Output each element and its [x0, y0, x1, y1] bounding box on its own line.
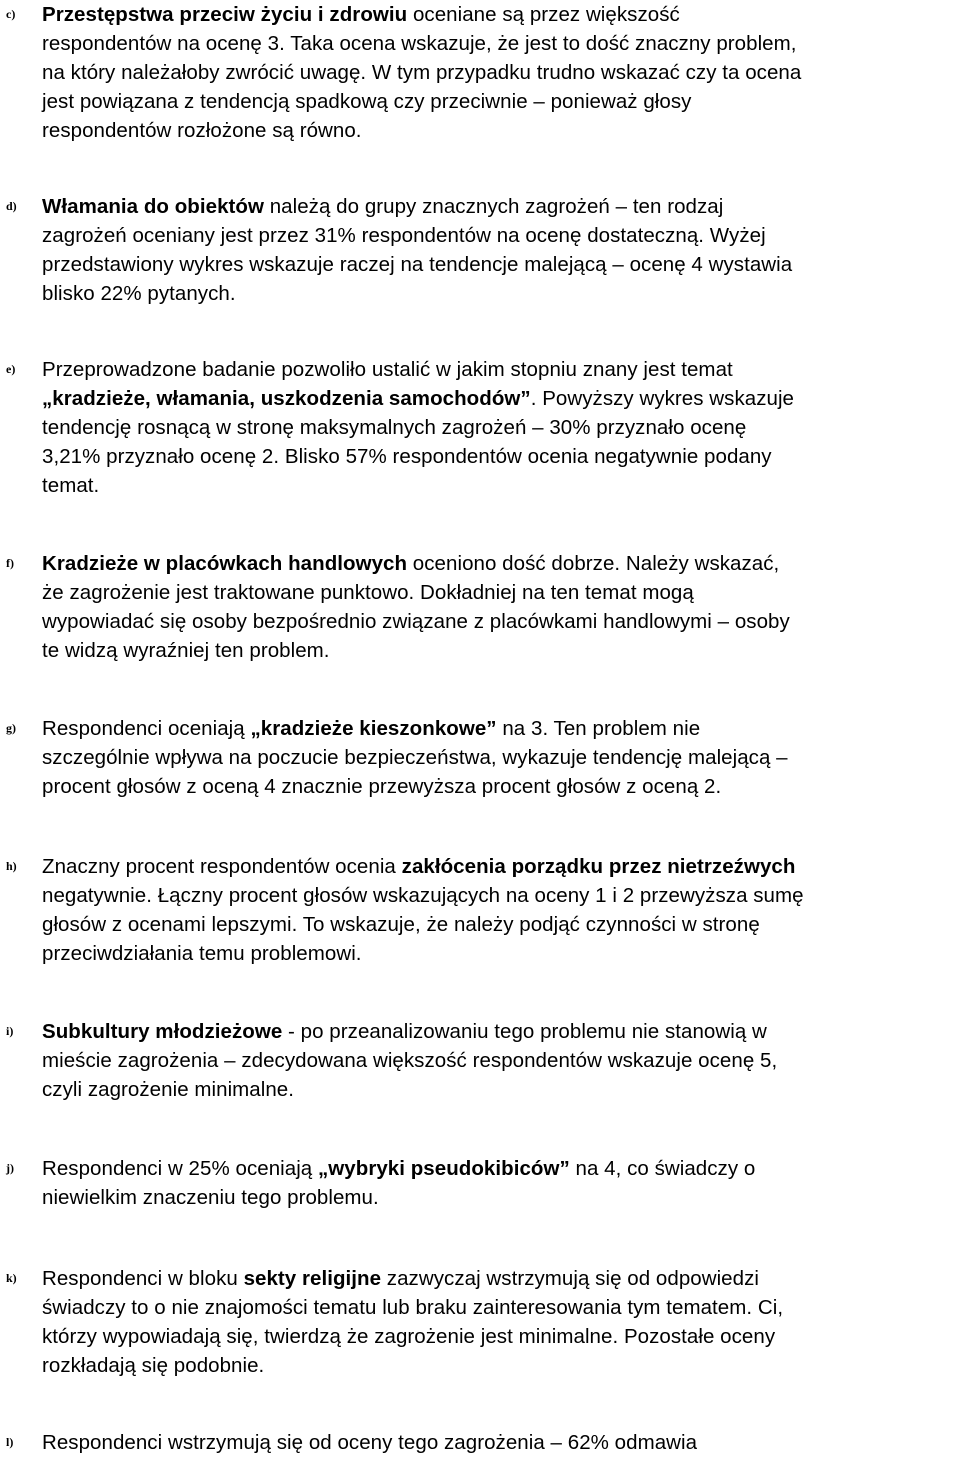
bold-phrase: Włamania do obiektów — [42, 195, 264, 218]
bold-phrase: Subkultury młodzieżowe — [42, 1020, 283, 1043]
text-line — [42, 250, 958, 279]
text-line — [42, 772, 958, 801]
text-run: na który należałoby zwrócić uwagę. W tym przypadku trudno wskazać czy ta ocena — [42, 61, 802, 84]
text-run: należą do grupy znacznych zagrożeń – ten rodzaj — [263, 195, 724, 218]
bold-phrase: „kradzieże kieszonkowe” — [250, 717, 497, 740]
text-line — [42, 384, 958, 413]
text-line — [42, 355, 958, 384]
paragraph-text — [42, 852, 958, 968]
text-run: czyli zagrożenie minimalne. — [42, 1078, 295, 1101]
text-run: mieście zagrożenia – zdecydowana większość respondentów wskazuje ocenę 5, — [42, 1049, 778, 1072]
text-run: niewielkim znaczeniu tego problemu. — [42, 1186, 379, 1209]
text-run: Znaczny procent respondentów ocenia — [42, 855, 402, 878]
list-marker: l) — [6, 1435, 14, 1449]
text-line — [42, 939, 958, 968]
paragraph-text — [42, 1264, 958, 1380]
paragraph-text — [42, 355, 958, 500]
text-line — [42, 87, 958, 116]
list-marker: j) — [6, 1161, 14, 1175]
text-run: Przeprowadzone badanie pozwoliło ustalić w jakim stopniu znany jest temat — [42, 358, 733, 381]
text-line — [42, 0, 958, 29]
text-run: 3,21% przyznało ocenę 2. Blisko 57% respondentów ocenia negatywnie podany — [42, 445, 772, 468]
text-line — [42, 1322, 958, 1351]
text-run: przedstawiony wykres wskazuje raczej na tendencje malejącą – ocenę 4 wystawia — [42, 253, 793, 276]
text-line — [42, 471, 958, 500]
text-run: oceniane są przez większość — [407, 3, 680, 26]
paragraph-text — [42, 0, 958, 145]
text-run: - po przeanalizowaniu tego problemu nie stanowią w — [282, 1020, 767, 1043]
text-line — [42, 607, 958, 636]
text-run: temat. — [42, 474, 100, 497]
text-run: Respondenci wstrzymują się od oceny tego zagrożenia – 62% odmawia — [42, 1431, 698, 1454]
text-run: Respondenci w 25% oceniają — [42, 1157, 318, 1180]
text-line — [42, 743, 958, 772]
text-run: na 4, co świadczy o — [569, 1157, 756, 1180]
text-run: tendencję rosnącą w stronę maksymalnych zagrożeń – 30% przyznało ocenę — [42, 416, 747, 439]
list-marker: c) — [6, 7, 16, 21]
text-run: szczególnie wpływa na poczucie bezpieczeństwa, wykazuje tendencję malejącą – — [42, 746, 788, 769]
text-run: oceniono dość dobrze. Należy wskazać, — [407, 552, 780, 575]
bold-phrase: „kradzieże, włamania, uszkodzenia samochodów” — [42, 387, 531, 410]
text-line — [42, 1075, 958, 1104]
text-line — [42, 1017, 958, 1046]
list-marker: g) — [6, 721, 16, 735]
text-run: procent głosów z oceną 4 znacznie przewyższa procent głosów z oceną 2. — [42, 775, 722, 798]
list-marker: i) — [6, 1024, 14, 1038]
text-run: że zagrożenie jest traktowane punktowo. Dokładniej na ten temat mogą — [42, 581, 694, 604]
text-line — [42, 29, 958, 58]
text-run: respondentów rozłożone są równo. — [42, 119, 362, 142]
paragraph-text — [42, 1017, 958, 1104]
bold-phrase: sekty religijne — [243, 1267, 382, 1290]
text-run: Respondenci oceniają — [42, 717, 251, 740]
text-line — [42, 413, 958, 442]
text-line — [42, 58, 958, 87]
list-marker: e) — [6, 362, 16, 376]
text-run: wypowiadać się osoby bezpośrednio związane z placówkami handlowymi – osoby — [42, 610, 790, 633]
text-run: rozkładają się podobnie. — [42, 1354, 265, 1377]
list-marker: d) — [6, 199, 17, 213]
text-run: respondentów na ocenę 3. Taka ocena wskazuje, że jest to dość znaczny problem, — [42, 32, 797, 55]
text-line — [42, 1428, 958, 1457]
text-line — [42, 910, 958, 939]
paragraph-text — [42, 192, 958, 308]
text-line — [42, 1293, 958, 1322]
text-run: świadczy to o nie znajomości tematu lub braku zainteresowania tym tematem. Ci, — [42, 1296, 784, 1319]
text-line — [42, 1046, 958, 1075]
text-line — [42, 116, 958, 145]
text-line — [42, 852, 958, 881]
text-run: głosów z ocenami lepszymi. To wskazuje, że należy podjąć czynności w stronę — [42, 913, 760, 936]
text-line — [42, 881, 958, 910]
text-line — [42, 578, 958, 607]
text-line — [42, 1183, 958, 1212]
text-run: jest powiązana z tendencją spadkową czy przeciwnie – ponieważ głosy — [42, 90, 692, 113]
text-line — [42, 1351, 958, 1380]
bold-phrase: Kradzieże w placówkach handlowych — [42, 552, 408, 575]
text-run: którzy wypowiadają się, twierdzą że zagrożenie jest minimalne. Pozostałe oceny — [42, 1325, 776, 1348]
text-run: negatywnie. Łączny procent głosów wskazujących na oceny 1 i 2 przewyższa sumę — [42, 884, 804, 907]
text-run: blisko 22% pytanych. — [42, 282, 236, 305]
text-run: te widzą wyraźniej ten problem. — [42, 639, 330, 662]
text-run: przeciwdziałania temu problemowi. — [42, 942, 362, 965]
text-run: Respondenci w bloku — [42, 1267, 244, 1290]
bold-phrase: zakłócenia porządku przez nietrzeźwych — [401, 855, 796, 878]
text-run: na 3. Ten problem nie — [496, 717, 701, 740]
text-run: zagrożeń oceniany jest przez 31% respondentów na ocenę dostateczną. Wyżej — [42, 224, 766, 247]
text-line — [42, 714, 958, 743]
list-marker: h) — [6, 859, 17, 873]
paragraph-text — [42, 1428, 958, 1457]
text-line — [42, 442, 958, 471]
text-line — [42, 1154, 958, 1183]
text-run: zazwyczaj wstrzymują się od odpowiedzi — [381, 1267, 759, 1290]
text-line — [42, 636, 958, 665]
paragraph-text — [42, 549, 958, 665]
text-line — [42, 549, 958, 578]
text-line — [42, 221, 958, 250]
text-run: . Powyższy wykres wskazuje — [530, 387, 795, 410]
bold-phrase: „wybryki pseudokibiców” — [318, 1157, 570, 1180]
list-marker: f) — [6, 556, 14, 570]
paragraph-text — [42, 1154, 958, 1212]
text-line — [42, 279, 958, 308]
list-marker: k) — [6, 1271, 17, 1285]
text-line — [42, 192, 958, 221]
text-line — [42, 1264, 958, 1293]
bold-phrase: Przestępstwa przeciw życiu i zdrowiu — [42, 3, 408, 26]
paragraph-text — [42, 714, 958, 801]
